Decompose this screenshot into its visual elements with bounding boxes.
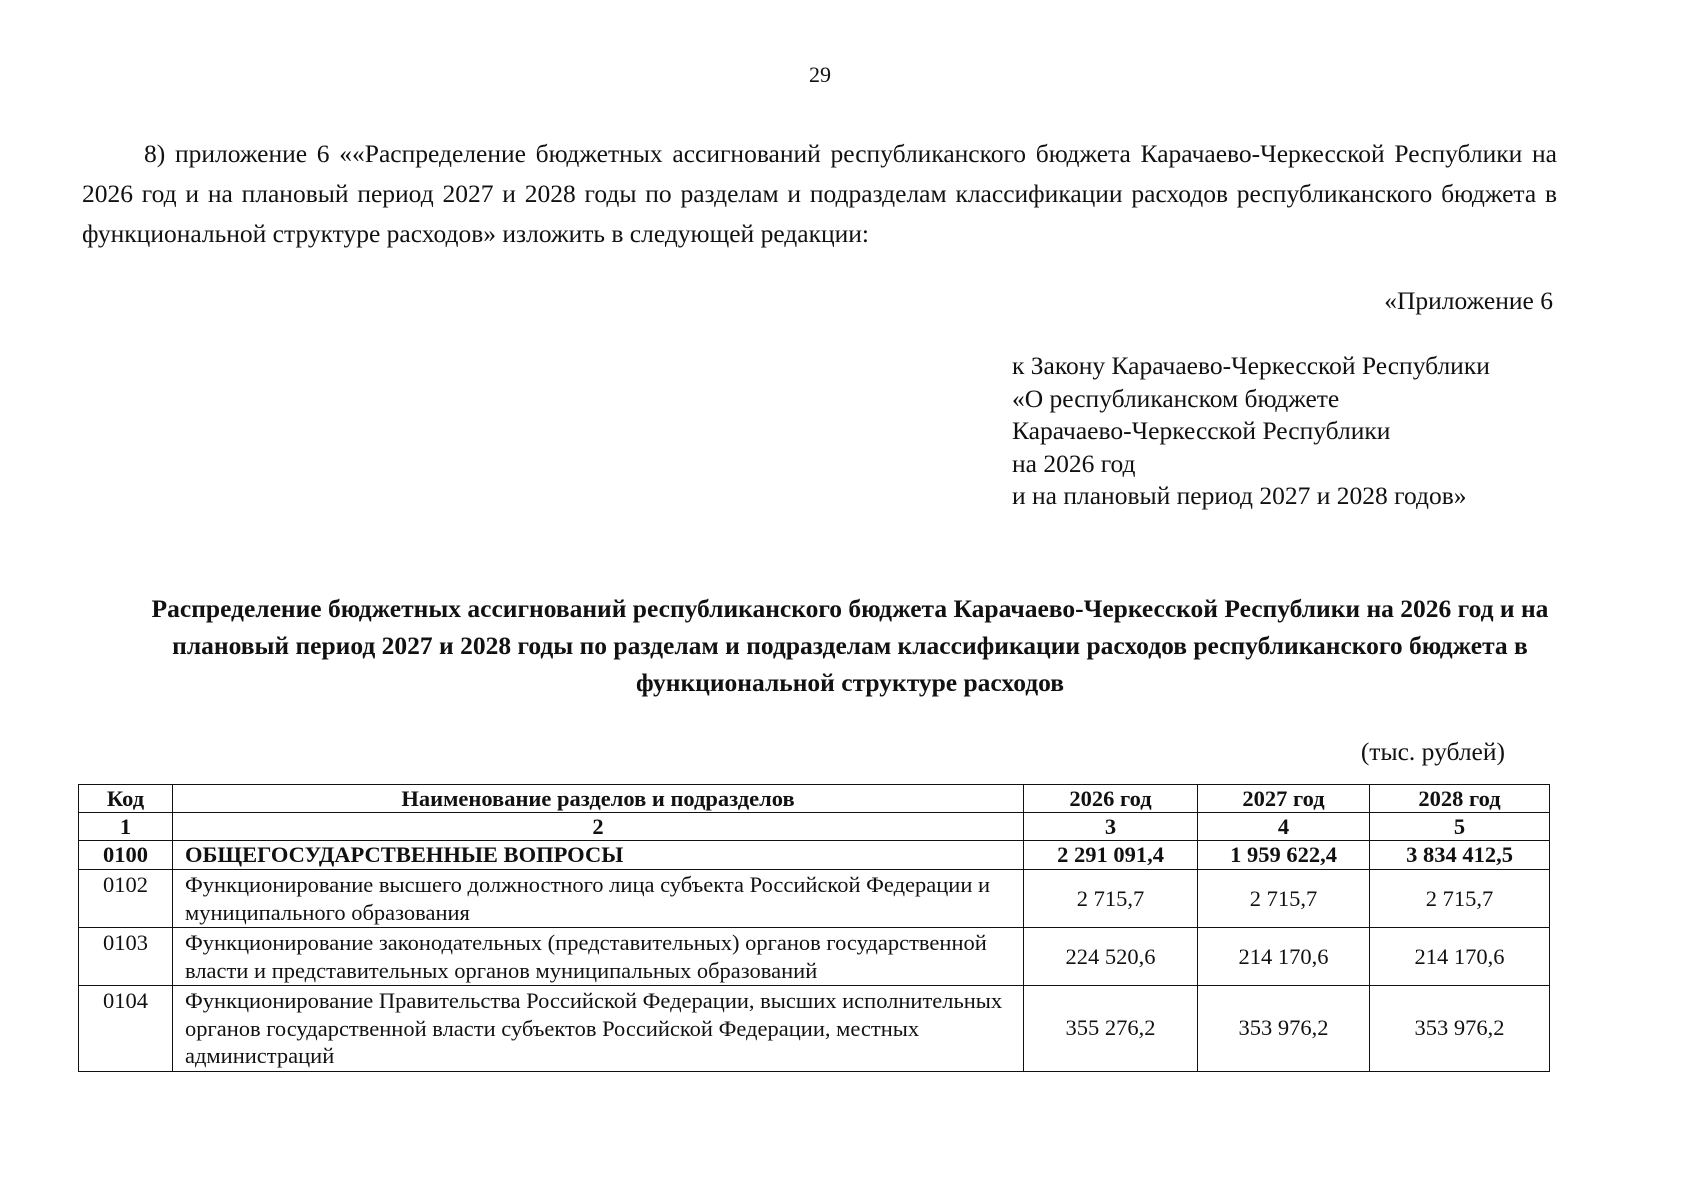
row-value-2027: 2 715,7 <box>1198 870 1370 928</box>
header-code: Код <box>79 785 173 813</box>
annex-line: и на плановый период 2027 и 2028 годов» <box>1012 481 1467 510</box>
column-number-row <box>79 813 1550 841</box>
column-number: 2 <box>173 813 1024 841</box>
table-row <box>79 928 1550 986</box>
row-code: 0102 <box>79 870 173 928</box>
row-value-2028: 2 715,7 <box>1370 870 1550 928</box>
table-row <box>79 986 1550 1072</box>
annex-line: Карачаево-Черкесской Республики <box>1012 416 1391 445</box>
header-2028: 2028 год <box>1370 785 1550 813</box>
annex-line: на 2026 год <box>1012 448 1136 478</box>
page-number: 29 <box>809 62 831 87</box>
row-value-2027: 214 170,6 <box>1198 928 1370 986</box>
table-row <box>79 841 1550 870</box>
annex-reference <box>1012 350 1490 513</box>
header-2026: 2026 год <box>1024 785 1198 813</box>
row-value-2028: 214 170,6 <box>1370 928 1550 986</box>
document-title: Распределение бюджетных ассигнований республиканского бюджета Карачаево-Черкесской Республики на 2026 год и на плановый период 2027 и 2028 годы по разделам и подразделам классификации расходов республиканского бюджета в функциональной структуре расходов <box>151 594 1549 697</box>
column-number: 5 <box>1370 813 1550 841</box>
row-code: 0104 <box>79 986 173 1072</box>
column-number: 1 <box>79 813 173 841</box>
row-value-2027: 1 959 622,4 <box>1198 841 1370 870</box>
intro-paragraph: 8) приложение 6 ««Распределение бюджетных ассигнований республиканского бюджета Карачаево-Черкесской Республики на 2026 год и на плановый период 2027 и 2028 годы по разделам и подразделам классификации расходов республиканского бюджета в функциональной структуре расходов» изложить в следующей редакции: <box>82 139 1557 248</box>
row-name: Функционирование высшего должностного лица субъекта Российской Федерации и муниципального образования <box>173 870 1024 928</box>
table-header-row <box>79 785 1550 813</box>
row-code: 0103 <box>79 928 173 986</box>
annex-heading: «Приложение 6 <box>1384 286 1553 315</box>
header-name: Наименование разделов и подразделов <box>173 785 1024 813</box>
row-code: 0100 <box>79 841 173 870</box>
row-value-2028: 3 834 412,5 <box>1370 841 1550 870</box>
row-name: Функционирование Правительства Российской Федерации, высших исполнительных органов государственной власти субъектов Российской Федерации, местных администраций <box>173 986 1024 1072</box>
row-name: ОБЩЕГОСУДАРСТВЕННЫЕ ВОПРОСЫ <box>173 841 1024 870</box>
header-2027: 2027 год <box>1198 785 1370 813</box>
annex-line: к Закону Карачаево-Черкесской Республики <box>1012 351 1490 380</box>
row-value-2026: 2 715,7 <box>1024 870 1198 928</box>
row-value-2026: 2 291 091,4 <box>1024 841 1198 870</box>
annex-line: «О республиканском бюджете <box>1012 383 1340 413</box>
budget-table <box>78 784 1550 1072</box>
table-row <box>79 870 1550 928</box>
row-value-2026: 224 520,6 <box>1024 928 1198 986</box>
column-number: 4 <box>1198 813 1370 841</box>
column-number: 3 <box>1024 813 1198 841</box>
units-note: (тыс. рублей) <box>1360 737 1505 766</box>
row-value-2026: 355 276,2 <box>1024 986 1198 1072</box>
row-name: Функционирование законодательных (представительных) органов государственной власти и представительных органов муниципальных образований <box>173 928 1024 986</box>
row-value-2028: 353 976,2 <box>1370 986 1550 1072</box>
row-value-2027: 353 976,2 <box>1198 986 1370 1072</box>
